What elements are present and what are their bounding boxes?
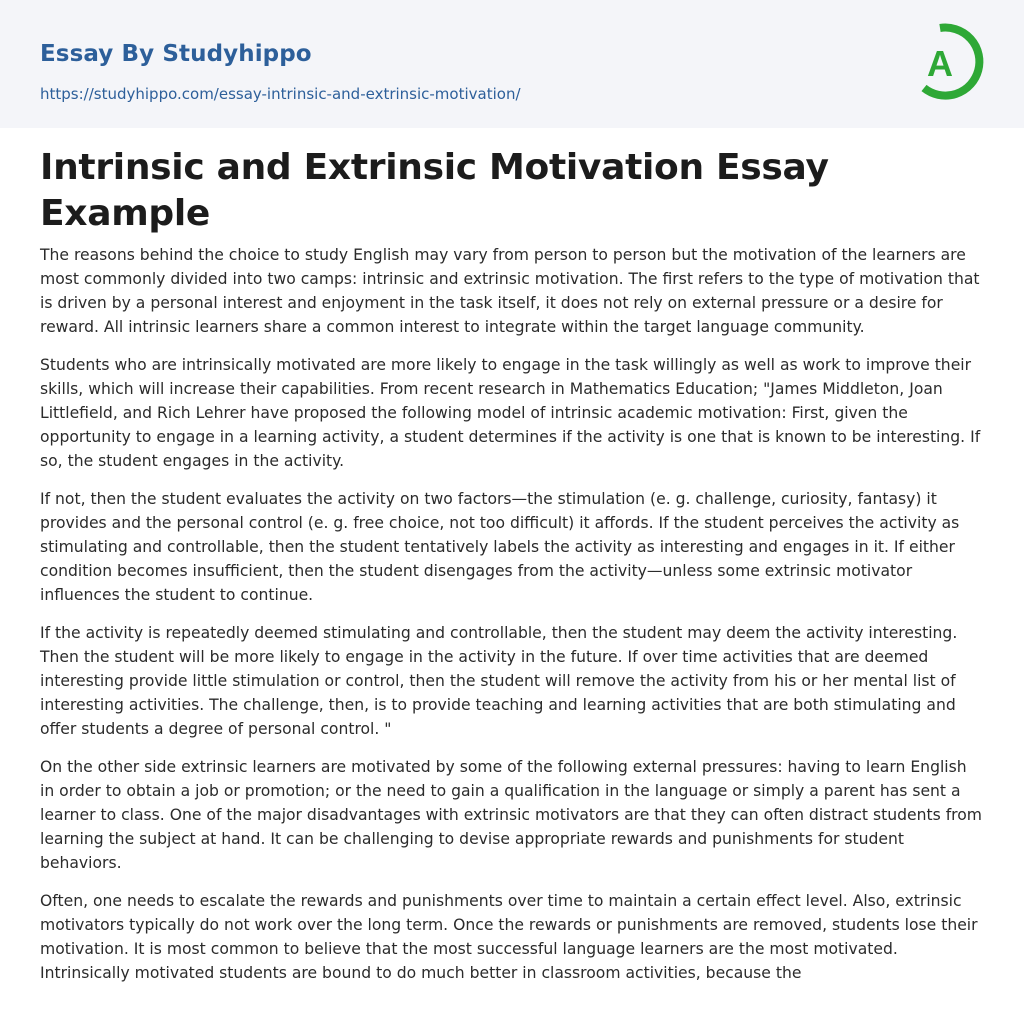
article-paragraph-3: If not, then the student evaluates the activity on two factors—the stimulation (e. g. challenge, curiosity, fantasy) it provides and the personal control (e. g. free choice, not too difficult) it affords. If the student perceives the activity as stimulating and controllable, then the student tentatively labels the activity as interesting and engages in it. If either condition becomes insufficient, then the student disengages from the activity—unless some extrinsic motivator influences the student to continue. <box>40 490 960 604</box>
article-paragraph-4: If the activity is repeatedly deemed stimulating and controllable, then the student may deem the activity interesting. Then the student will be more likely to engage in the activity in the future. If over time activities that are deemed interesting provide little stimulation or control, then the student will remove the activity from his or her mental list of interesting activities. The challenge, then, is to provide teaching and learning activities that are both stimulating and offer students a degree of personal control. " <box>40 624 958 738</box>
article-paragraph-1: The reasons behind the choice to study English may vary from person to person but the motivation of the learners are most commonly divided into two camps: intrinsic and extrinsic motivation. The first refers to the type of motivation that is driven by a personal interest and enjoyment in the task itself, it does not rely on external pressure or a desire for reward. All intrinsic learners share a common interest to integrate within the target language community. <box>40 246 980 336</box>
logo-letter: A <box>927 43 953 84</box>
studyhippo-logo-icon[interactable] <box>912 18 988 106</box>
article-paragraph-6: Often, one needs to escalate the rewards and punishments over time to maintain a certain effect level. Also, extrinsic motivators typically do not work over the long term. Once the rewards or punishments are removed, students lose their motivation. It is most common to believe that the most successful language learners are the most motivated. Intrinsically motivated students are bound to do much better in classroom activities, because the <box>40 892 978 982</box>
site-header <box>0 0 1024 128</box>
brand-title[interactable]: Essay By Studyhippo <box>40 41 312 67</box>
article-paragraph-5: On the other side extrinsic learners are motivated by some of the following external pressures: having to learn English in order to obtain a job or promotion; or the need to gain a qualification in the language or simply a parent has sent a learner to class. One of the major disadvantages with extrinsic motivators are that they can often distract students from learning the subject at hand. It can be challenging to devise appropriate rewards and punishments for student behaviors. <box>40 758 982 872</box>
article <box>0 128 1024 985</box>
article-paragraph-2: Students who are intrinsically motivated are more likely to engage in the task willingly as well as work to improve their skills, which will increase their capabilities. From recent research in Mathematics Education; "James Middleton, Joan Littlefield, and Rich Lehrer have proposed the following model of intrinsic academic motivation: First, given the opportunity to engage in a learning activity, a student determines if the activity is one that is known to be interesting. If so, the student engages in the activity. <box>40 356 981 470</box>
article-title: Intrinsic and Extrinsic Motivation Essay Example <box>40 147 829 234</box>
page-url-link[interactable]: https://studyhippo.com/essay-intrinsic-and-extrinsic-motivation/ <box>40 85 521 103</box>
